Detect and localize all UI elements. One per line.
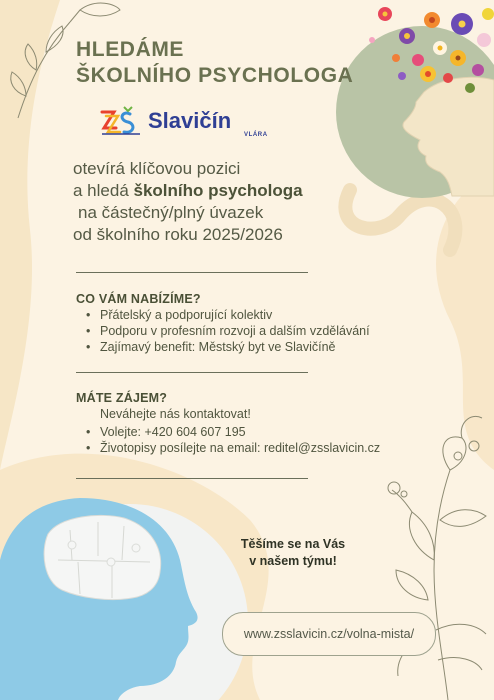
divider-3 bbox=[76, 478, 308, 479]
logo-subtitle: VLÁRA bbox=[244, 132, 268, 138]
closing-line-2: v našem týmu! bbox=[249, 554, 337, 568]
offer-title: CO VÁM NABÍZÍME? bbox=[76, 292, 201, 306]
intro-position: školního psychologa bbox=[133, 181, 303, 200]
branch-bottom-right bbox=[388, 416, 486, 700]
contact-lead: Neváhejte nás kontaktovat! bbox=[100, 407, 251, 421]
zs-logo-icon bbox=[102, 107, 140, 134]
intro-text bbox=[73, 158, 303, 246]
intro-line-3: na částečný/plný úvazek bbox=[78, 203, 264, 222]
offer-item: • Zajímavý benefit: Městský byt ve Slavičíně bbox=[76, 339, 370, 355]
intro-line-4: od školního roku 2025/2026 bbox=[73, 225, 283, 244]
headline-line-1: HLEDÁME bbox=[76, 38, 185, 61]
divider-2 bbox=[76, 372, 308, 373]
careers-link[interactable]: www.zsslavicin.cz/volna-mista/ bbox=[222, 612, 436, 656]
contact-list bbox=[76, 424, 380, 456]
offer-item: • Přátelský a podporující kolektiv bbox=[76, 307, 370, 323]
divider-1 bbox=[76, 272, 308, 273]
contact-email[interactable]: • Životopisy posílejte na email: reditel@zsslavicin.cz bbox=[76, 440, 380, 456]
closing-line-1: Těšíme se na Vás bbox=[240, 537, 346, 551]
offer-item: • Podporu v profesním rozvoji a dalším vzdělávání bbox=[76, 323, 370, 339]
intro-line-2 bbox=[73, 180, 303, 202]
contact-phone[interactable]: • Volejte: +420 604 607 195 bbox=[76, 424, 380, 440]
page-title bbox=[76, 37, 353, 89]
contact-title: MÁTE ZÁJEM? bbox=[76, 391, 168, 405]
puzzle-brain bbox=[44, 515, 161, 599]
intro-line-2-prefix: a hledá bbox=[73, 181, 134, 200]
intro-line-1: otevírá klíčovou pozici bbox=[73, 159, 241, 178]
logo-name: Slavičín bbox=[148, 108, 232, 133]
headline-line-2: ŠKOLNÍHO PSYCHOLOGA bbox=[76, 64, 354, 87]
blob-left bbox=[0, 0, 60, 470]
offer-list bbox=[76, 307, 370, 355]
closing-text bbox=[233, 536, 353, 570]
